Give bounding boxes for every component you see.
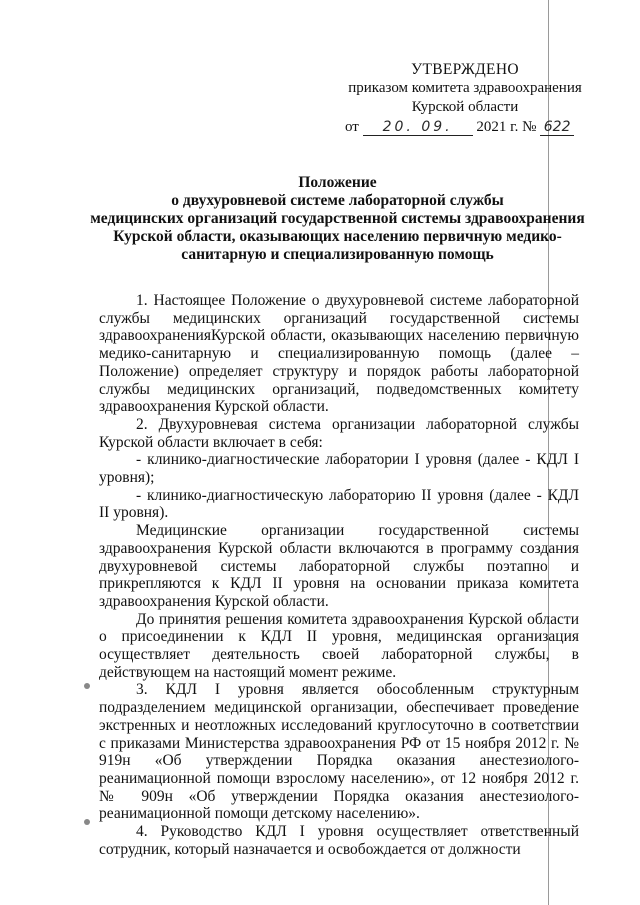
paragraph-3: 3. КДЛ I уровня является обособленным структурным подразделением медицинской организации, обеспечивает проведение экстренных и неотложных исследований круглосуточно в соответствии с приказами Министерства здравоохранения РФ от 15 ноября 2012 г. № 919н «Об утверждении Порядка оказания анестезиолого-реанимационной помощи взрослому населению», от 12 ноября 2012 г. № 909н «Об утверждении Порядка оказания анестезиолого-реанимационной помощи детскому населению».: [99, 681, 579, 823]
title-line-1: Положение: [298, 174, 377, 191]
handwritten-order-number: 622: [540, 119, 574, 136]
year-number-label: 2021 г. №: [476, 119, 537, 135]
title-line-3: медицинских организаций государственной системы здравоохранения: [90, 210, 585, 227]
paragraph-before-decision: До принятия решения комитета здравоохранения Курской области о присоединении к КДЛ II уровня, медицинская организация осуществляет деятельность своей лабораторной службы, в действующем на настоящий момент режиме.: [99, 610, 579, 681]
approval-stamp: [340, 60, 590, 137]
title-line-2: о двухуровневой системе лабораторной службы: [171, 192, 504, 209]
date-prefix: от: [345, 119, 359, 135]
handwritten-date: 20. 09.: [363, 119, 473, 136]
list-item-kdl-2: - клинико-диагностическую лабораторию II уровня (далее - КДЛ II уровня).: [99, 486, 579, 522]
scan-margin-dot: [84, 819, 90, 825]
document-title: [70, 174, 605, 264]
paragraph-1: 1. Настоящее Положение о двухуровневой системе лабораторной службы медицинских организаций государственной системы здравоохраненияКурской области, оказывающих населению первичную медико-санитарную и специализированную помощь (далее – Положение) определяет структуру и порядок работы лабораторной службы медицинских организаций, подведомственных комитету здравоохранения Курской области.: [99, 292, 579, 416]
approval-line-2: Курской области: [411, 99, 519, 115]
title-line-4: Курской области, оказывающих населению первичную медико-: [113, 228, 562, 245]
title-line-5: санитарную и специализированную помощь: [181, 246, 494, 263]
approval-heading: УТВЕРЖДЕНО: [411, 61, 519, 78]
document-body: [99, 292, 579, 859]
paragraph-4: 4. Руководство КДЛ I уровня осуществляет ответственный сотрудник, который назначается и освобождается от должности: [99, 823, 579, 858]
approval-line-1: приказом комитета здравоохранения: [348, 80, 582, 96]
paragraph-2: 2. Двухуровневая система организации лабораторной службы Курской области включает в себя:: [99, 415, 579, 451]
paragraph-organizations: Медицинские организации государственной системы здравоохранения Курской области включаются в программу создания двухуровневой системы лабораторной службы поэтапно и прикрепляются к КДЛ II уровня на основании приказа комитета здравоохранения Курской области.: [99, 522, 579, 610]
list-item-kdl-1: - клинико-диагностические лаборатории I уровня (далее - КДЛ I уровня);: [99, 451, 579, 487]
approval-dateline: [340, 118, 590, 137]
scan-margin-dot: [84, 683, 90, 689]
